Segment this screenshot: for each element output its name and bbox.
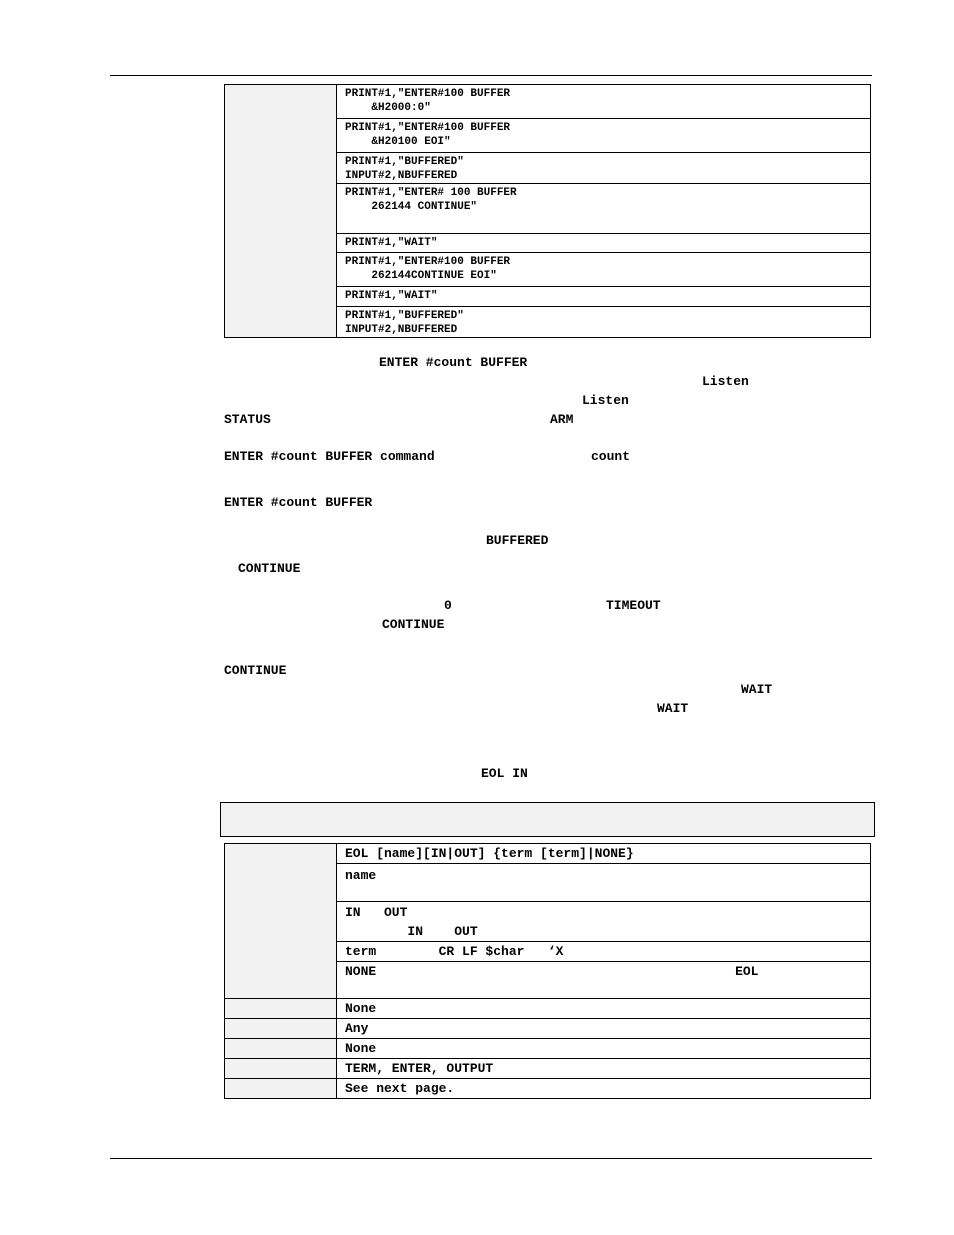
param-cell <box>337 942 871 962</box>
syntax-text: EOL [name][IN|OUT] {term [term]|NONE} <box>345 846 634 861</box>
body-keyword: BUFFERED <box>486 533 549 548</box>
param-name-text: name <box>345 868 377 883</box>
value-cell <box>337 1079 871 1099</box>
code-cell <box>337 153 871 184</box>
param-in-out-text: IN OUT IN OUT <box>345 905 478 939</box>
command-heading-banner <box>220 802 875 837</box>
code-text: PRINT#1,"WAIT" <box>345 237 438 249</box>
code-text: PRINT#1,"ENTER#100 BUFFER &H20100 EOI" <box>345 122 511 148</box>
param-term-text: term CR LF $char ‘X <box>345 944 564 959</box>
row-label-cell <box>225 1079 337 1099</box>
body-keyword: TIMEOUT <box>606 598 661 613</box>
code-text: PRINT#1,"WAIT" <box>345 290 438 302</box>
value-text: None <box>345 1041 377 1056</box>
code-text: PRINT#1,"BUFFERED" INPUT#2,NBUFFERED <box>345 310 464 336</box>
value-cell <box>337 999 871 1019</box>
body-keyword: ENTER #count BUFFER <box>379 355 528 370</box>
body-keyword: count <box>591 449 631 464</box>
row-label-cell <box>225 1059 337 1079</box>
body-keyword: ARM <box>550 412 574 427</box>
code-cell <box>337 184 871 234</box>
row-label-cell <box>225 1039 337 1059</box>
value-text: See next page. <box>345 1081 455 1096</box>
body-keyword: Listen <box>702 374 749 389</box>
value-cell <box>337 1039 871 1059</box>
param-none-text: NONE EOL <box>345 964 759 979</box>
row-label-cell <box>225 999 337 1019</box>
body-keyword: 0 <box>444 598 452 613</box>
footer-rule <box>110 1158 872 1159</box>
param-cell <box>337 864 871 902</box>
body-keyword: ENTER #count BUFFER <box>224 495 373 510</box>
example-label-cell <box>225 85 337 338</box>
code-text: PRINT#1,"BUFFERED" INPUT#2,NBUFFERED <box>345 156 464 182</box>
example-code-table <box>224 84 871 338</box>
header-rule <box>110 75 872 76</box>
code-cell <box>337 119 871 153</box>
body-keyword: WAIT <box>741 682 773 697</box>
param-cell <box>337 902 871 942</box>
syntax-label-cell <box>225 844 337 999</box>
value-text: TERM, ENTER, OUTPUT <box>345 1061 494 1076</box>
code-cell <box>337 234 871 253</box>
value-cell <box>337 1059 871 1079</box>
param-cell <box>337 962 871 999</box>
code-cell <box>337 287 871 307</box>
body-keyword: STATUS <box>224 412 271 427</box>
value-text: Any <box>345 1021 369 1036</box>
code-text: PRINT#1,"ENTER#100 BUFFER 262144CONTINUE EOI" <box>345 256 511 282</box>
eol-command-table <box>224 843 871 1099</box>
code-text: PRINT#1,"ENTER# 100 BUFFER 262144 CONTINUE" <box>345 187 517 213</box>
value-text: None <box>345 1001 377 1016</box>
body-keyword: WAIT <box>657 701 689 716</box>
body-keyword: CONTINUE <box>238 561 301 576</box>
code-text: PRINT#1,"ENTER#100 BUFFER &H2000:0" <box>345 88 511 114</box>
body-keyword: EOL IN <box>481 766 528 781</box>
body-keyword: ENTER #count BUFFER command <box>224 449 435 464</box>
body-keyword: CONTINUE <box>224 663 287 678</box>
code-cell <box>337 253 871 287</box>
value-cell <box>337 1019 871 1039</box>
code-cell <box>337 307 871 338</box>
body-keyword: Listen <box>582 393 629 408</box>
row-label-cell <box>225 1019 337 1039</box>
syntax-cell <box>337 844 871 864</box>
body-keyword: CONTINUE <box>382 617 445 632</box>
code-cell <box>337 85 871 119</box>
